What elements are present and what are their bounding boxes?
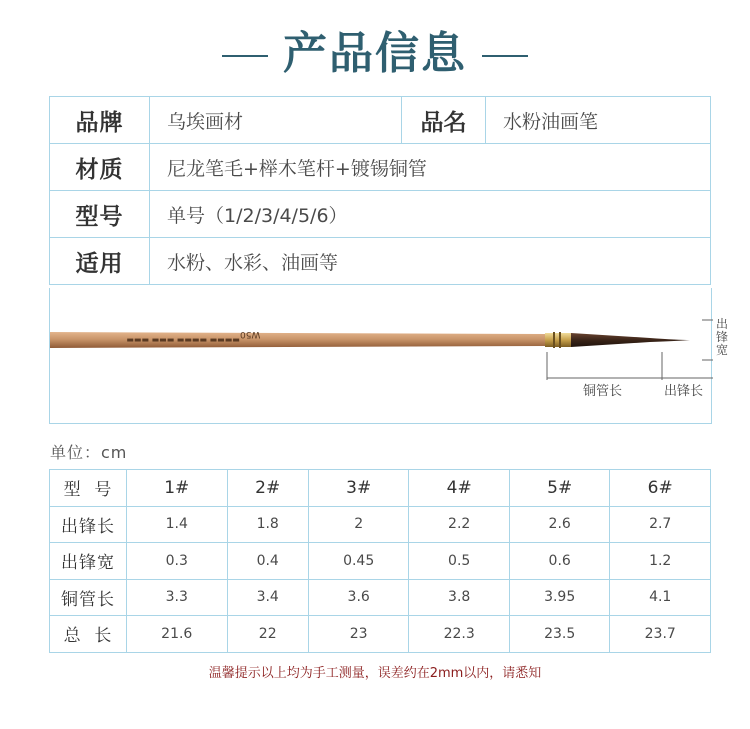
title-right-rule	[482, 55, 528, 57]
spec-table	[49, 96, 711, 285]
model-value: 单号（1/2/3/4/5/6）	[150, 191, 711, 238]
table-cell: 3.4	[227, 579, 308, 616]
table-cell: 0.3	[127, 543, 228, 580]
size-col-6: 6#	[610, 470, 711, 507]
table-cell: 2	[308, 506, 409, 543]
material-label: 材质	[50, 144, 150, 191]
size-corner-label: 型 号	[50, 470, 127, 507]
table-cell: 23.5	[509, 616, 610, 653]
table-cell: 0.5	[409, 543, 510, 580]
table-row	[50, 506, 711, 543]
table-cell: 21.6	[127, 616, 228, 653]
size-col-1: 1#	[127, 470, 228, 507]
table-cell: 1.4	[127, 506, 228, 543]
spec-row-model	[50, 191, 711, 238]
table-cell: 1.8	[227, 506, 308, 543]
name-value: 水粉油画笔	[486, 97, 711, 144]
brush-image	[50, 288, 713, 424]
table-cell: 23.7	[610, 616, 711, 653]
table-row	[50, 616, 711, 653]
table-cell: 3.95	[509, 579, 610, 616]
page-title: 产品信息	[283, 28, 467, 79]
material-value: 尼龙笔毛+榉木笔杆+镀锡铜管	[150, 144, 711, 191]
use-label: 适用	[50, 238, 150, 285]
row-label-tip-width: 出锋宽	[50, 543, 127, 580]
brush-handle	[50, 332, 547, 348]
table-cell: 0.45	[308, 543, 409, 580]
svg-text:▬▬▬▬ ▬▬▬▬ ▬▬▬ ▬▬▬: ▬▬▬▬ ▬▬▬▬ ▬▬▬ ▬▬▬	[126, 336, 240, 345]
brush-imprint-text: W50	[240, 329, 261, 339]
brush-bristles	[571, 333, 690, 347]
name-label: 品名	[402, 97, 486, 144]
brush-ferrule	[545, 333, 571, 347]
size-col-2: 2#	[227, 470, 308, 507]
spec-row-use	[50, 238, 711, 285]
spec-row-material	[50, 144, 711, 191]
title-area	[0, 26, 750, 86]
row-label-ferrule-length: 铜管长	[50, 579, 127, 616]
size-col-4: 4#	[409, 470, 510, 507]
table-row	[50, 579, 711, 616]
model-label: 型号	[50, 191, 150, 238]
brush-illustration-frame	[49, 288, 729, 424]
unit-label: 单位：cm	[50, 443, 128, 462]
row-label-total-length: 总 长	[50, 616, 127, 653]
table-cell: 22	[227, 616, 308, 653]
table-cell: 0.6	[509, 543, 610, 580]
size-col-5: 5#	[509, 470, 610, 507]
table-cell: 22.3	[409, 616, 510, 653]
table-cell: 1.2	[610, 543, 711, 580]
use-value: 水粉、水彩、油画等	[150, 238, 711, 285]
table-cell: 2.2	[409, 506, 510, 543]
table-row	[50, 543, 711, 580]
size-header-row	[50, 470, 711, 507]
ferrule-length-label: 铜管长	[583, 384, 623, 399]
tip-width-label: 出锋宽	[716, 317, 729, 357]
table-cell: 3.8	[409, 579, 510, 616]
brand-value: 乌埃画材	[150, 97, 402, 144]
measurement-note: 温馨提示以上均为手工测量，误差约在2mm以内，请悉知	[208, 666, 542, 681]
size-table	[49, 469, 711, 653]
table-cell: 3.3	[127, 579, 228, 616]
tip-length-label: 出锋长	[664, 384, 704, 399]
table-cell: 4.1	[610, 579, 711, 616]
spec-row-brand	[50, 97, 711, 144]
table-cell: 2.7	[610, 506, 711, 543]
table-cell: 3.6	[308, 579, 409, 616]
size-col-3: 3#	[308, 470, 409, 507]
row-label-tip-length: 出锋长	[50, 506, 127, 543]
table-cell: 23	[308, 616, 409, 653]
table-cell: 0.4	[227, 543, 308, 580]
table-cell: 2.6	[509, 506, 610, 543]
brand-label: 品牌	[50, 97, 150, 144]
